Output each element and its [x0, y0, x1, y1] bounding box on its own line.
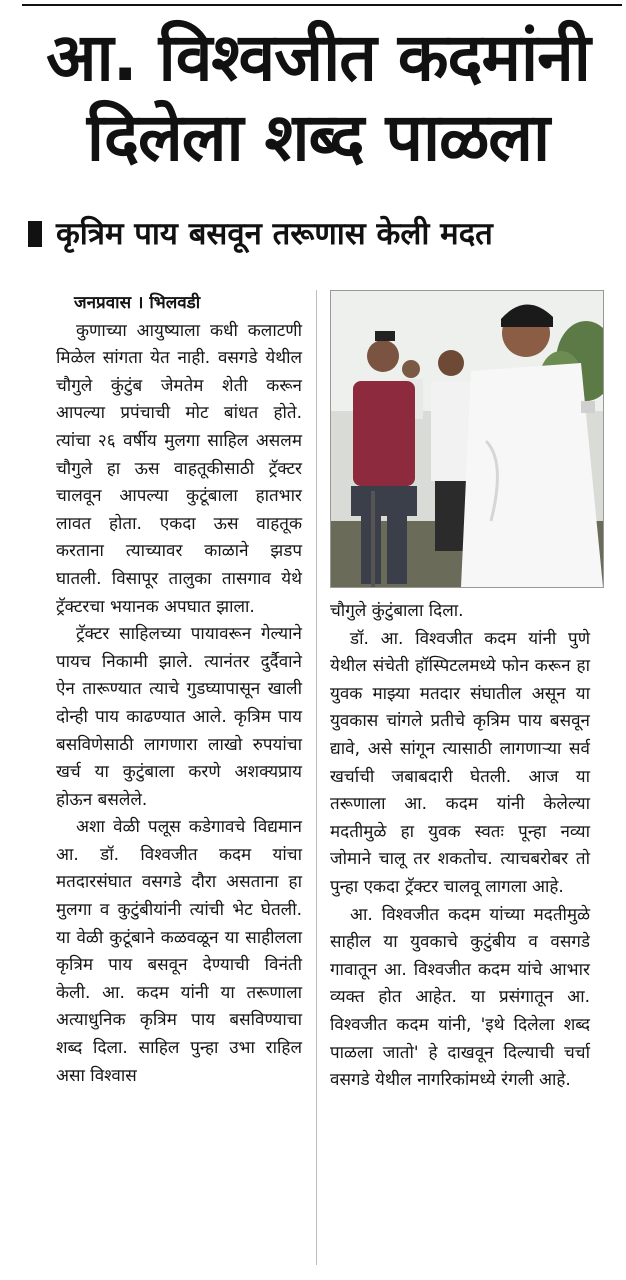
- paragraph: कुणाच्या आयुष्याला कधी कलाटणी मिळेल सांगता येत नाही. वसगडे येथील चौगुले कुंटुंब जेमतेम शेती करून आपल्या प्रपंचाची मोट बांधत होते. त्यांचा २६ वर्षीय मुलगा साहिल असलम चौगुले हा ऊस वाहतूकीसाठी ट्रॅक्टर चालवून आपल्या कुटूंबाला हातभार लावत होता. एकदा ऊस वाहतूक करताना त्याच्यावर काळाने झडप घातली. विसापूर तालुका तासगाव येथे ट्रॅक्टरचा भयानक अपघात झाला.: [56, 320, 302, 617]
- headline: आ. विश्वजीत कदमांनी दिलेला शब्द पाळला: [46, 19, 590, 176]
- square-bullet-icon: [28, 221, 42, 247]
- paragraph: चौगुले कुंटुंबाला दिला.: [330, 601, 464, 621]
- top-rule: [22, 4, 622, 6]
- paragraph: अशा वेळी पलूस कडेगावचे विद्यमान आ. डॉ. विश्वजीत कदम यांचा मतदारसंघात वसगडे दौरा असताना हा मुलगा व कुटुंबीयांनी त्यांची भेट घेतली. या वेळी कुटूंबाने कळवळून या साहीलला कृत्रिम पाय बसवून देण्याची विनंती केली. आ. कदम यांनी या तरूणाला अत्याधुनिक कृत्रिम पाय बसविण्याचा शब्द दिला. साहिल पुन्हा उभा राहिल असा विश्वास: [56, 817, 302, 1086]
- subheadline-row: [22, 212, 622, 256]
- left-column: [56, 290, 302, 1090]
- photo-illustration: [331, 291, 603, 587]
- paragraph: ट्रॅक्टर साहिलच्या पायावरून गेल्याने पायच निकामी झाले. त्यानंतर दुर्दैवाने ऐन तारूण्यात त्याचे गुडघ्यापासून खाली दोन्ही पाय काढण्यात आले. कृत्रिम पाय बसविणेसाठी लागणारा लाखो रुपयांचा खर्च या कुटुंबाला करणे अशक्यप्राय होऊन बसलेले.: [56, 624, 302, 810]
- news-photo: [330, 290, 604, 588]
- paragraph: डॉ. आ. विश्वजीत कदम यांनी पुणे येथील संचेती हॉस्पिटलमध्ये फोन करून हा युवक माझ्या मतदार संघातील असून या युवकास चांगले प्रतीचे कृत्रिम पाय बसवून द्यावे, असे सांगून त्यासाठी लागणाऱ्या सर्व खर्चाची जबाबदारी घेतली. आज या तरूणाला आ. कदम यांनी केलेल्या मदतीमुळे हा युवक स्वतः पून्हा नव्या जोमाने चालू तर शकतोच. त्याचबरोबर तो पुन्हा एकदा ट्रॅक्टर चालवू लागला आहे.: [330, 628, 590, 897]
- subheadline: कृत्रिम पाय बसवून तरूणास केली मदत: [56, 216, 493, 252]
- right-column: [330, 598, 590, 1095]
- column-divider: [316, 290, 317, 1265]
- paragraph: आ. विश्वजीत कदम यांच्या मदतीमुळे साहील या युवकाचे कुटुंबीय व वसगडे गावातून आ. विश्वजीत कदम यांचे आभार व्यक्त होत आहेत. या प्रसंगातून आ. विश्वजीत कदम यांनी, 'इथे दिलेला शब्द पाळला जातो' हे दाखवून दिल्याची चर्चा वसगडे येथील नागरिकांमध्ये रंगली आहे.: [330, 904, 590, 1091]
- dateline: जनप्रवास । भिलवडी: [74, 293, 201, 313]
